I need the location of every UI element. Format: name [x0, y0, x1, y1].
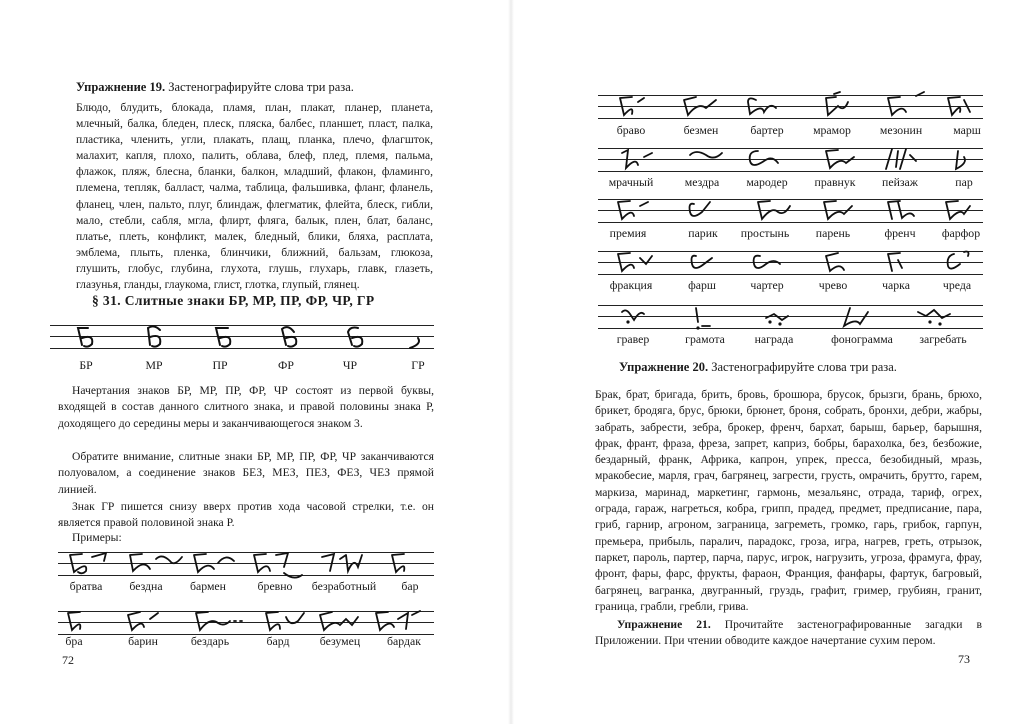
- word: мрамор: [813, 123, 851, 137]
- paragraph-1: Начертания знаков БР, МР, ПР, ФР, ЧР состоят из первой буквы, входящей в состав данного слитного знака, и правой половины знака Р, доходящего до середины меры и заканчивающегося знаком 3.: [58, 384, 434, 430]
- exercise-20-instruction: Застенографируйте слова три раза.: [711, 360, 897, 374]
- word: фарш: [688, 278, 716, 292]
- word: пейзаж: [882, 175, 918, 189]
- word: чарка: [882, 278, 910, 292]
- page-number-right: 73: [958, 652, 970, 666]
- book-gutter: [508, 0, 514, 724]
- word: бартер: [750, 123, 784, 137]
- word: мезонин: [879, 123, 923, 137]
- section-31-heading: § 31. Слитные знаки БР, МР, ПР, ФР, ЧР, ГР: [92, 293, 375, 308]
- example-word: барин: [128, 634, 158, 648]
- example-word: бра: [65, 634, 83, 648]
- sign-label-mr: МР: [145, 358, 163, 372]
- word: чрево: [818, 278, 848, 292]
- word: мрачный: [608, 175, 654, 189]
- word: награда: [754, 332, 794, 346]
- word: марш: [953, 123, 981, 137]
- exercise-19-instruction: Застенографируйте слова три раза.: [168, 80, 354, 94]
- example-word: бармен: [190, 579, 226, 593]
- word: парень: [815, 226, 851, 240]
- word: фонограмма: [831, 332, 893, 346]
- shorthand-row-1: [598, 88, 983, 124]
- word: премия: [609, 226, 647, 240]
- word: правнук: [814, 175, 856, 189]
- sign-gr: [410, 338, 419, 348]
- example-word: братва: [69, 579, 103, 593]
- word: мародер: [746, 175, 788, 189]
- shorthand-row-4: [598, 244, 983, 280]
- example-shorthand-row-1: [58, 545, 434, 585]
- example-word: безумец: [319, 634, 361, 648]
- exercise-19-title: [76, 80, 354, 95]
- sign-label-pr: ПР: [212, 358, 228, 372]
- example-word: бар: [401, 579, 419, 593]
- page-number-left: 72: [62, 653, 74, 667]
- example-shorthand-row-2: [58, 603, 434, 639]
- sign-pr: [216, 328, 230, 347]
- compound-signs: [50, 318, 434, 356]
- example-word: бездарь: [190, 634, 230, 648]
- example-word: безработный: [311, 579, 377, 593]
- word: фракция: [609, 278, 653, 292]
- exercise-21-label: Упражнение 21.: [617, 618, 711, 631]
- exercise-21-instruction: Прочитайте застенографированные загадки в Приложении. При чтении обводите каждое начертание сухим пером.: [595, 618, 982, 648]
- exercise-19-label: Упражнение 19.: [76, 80, 166, 94]
- example-word: бардак: [387, 634, 421, 648]
- sign-mr: [148, 326, 160, 346]
- paragraph-3: Знак ГР пишется снизу вверх против хода часовой стрелки, т.е. он является правой половиной знака Р.: [58, 500, 434, 530]
- exercise-21: [595, 617, 982, 650]
- sign-label-gr: ГР: [411, 358, 425, 372]
- left-page: [0, 0, 510, 724]
- word: чартер: [750, 278, 784, 292]
- word: парик: [688, 226, 718, 240]
- right-page: [515, 0, 1023, 724]
- word: гравер: [616, 332, 650, 346]
- exercise-20-words: Брак, брат, бригада, брить, бровь, брошюра, брусок, брызги, брань, брюхо, брикет, бродяга, брус, брюки, брюнет, броня, собрать, бронхи, дебри, жабры, забрать, забрести, зебра, брокер, френч, бархат, барыш, барьер, барышня, фрак, франт, фраза, фреза, запрет, каприз, бобры, барахолка, без, безбожие, бездарный, франк, Африка, капрон, упрек, пресса, безобидный, мразь, мракобесие, марля, грач, багрянец, загрести, грусть, омрачить, брутто, гарем, маркиза, маринад, маркетинг, гармонь, мезальянс, отрада, тариф, огрех, ограда, гараж, нагреться, кобра, грипп, прадед, предмет, предписание, пара, гриб, гарнир, агроном, заграница, загреметь, громко, гарь, грибок, гарпун, премьера, прибыль, паралич, парадокс, гроза, игра, нагрев, греть, отрызок, паркет, пароль, партер, парча, парус, игрок, нагрузить, угроза, фрамуга, фрау, фронт, фары, фарс, фрукты, фараон, Франция, фанфары, фартук, багровый, багрянец, вагранка, двугранный, груздь, графит, гример, грубиян, гранит, граница, грабли, гребли, грива.: [595, 388, 982, 613]
- word: пар: [955, 175, 973, 189]
- word: френч: [884, 226, 916, 240]
- example-word: бард: [266, 634, 290, 648]
- example-word: бездна: [129, 579, 163, 593]
- word: безмен: [683, 123, 719, 137]
- examples-label: Примеры:: [72, 531, 122, 544]
- word: мездра: [684, 175, 720, 189]
- word: чреда: [942, 278, 972, 292]
- word: фарфор: [941, 226, 981, 240]
- paragraph-2: Обратите внимание, слитные знаки БР, МР, ПР, ФР, ЧР заканчиваются полуовалом, а соединение знаков БЕЗ, МЕЗ, ПЕЗ, ФЕЗ, ЧЕЗ прямой линией.: [58, 450, 434, 496]
- exercise-20-title: [619, 360, 897, 375]
- shorthand-row-3: [598, 192, 983, 228]
- exercise-20-label: Упражнение 20.: [619, 360, 709, 374]
- word: загребать: [919, 332, 967, 346]
- shorthand-row-5: [598, 298, 983, 334]
- shorthand-row-2: [598, 141, 983, 177]
- word: грамота: [685, 332, 725, 346]
- sign-chr: [348, 328, 362, 347]
- word: простынь: [740, 226, 790, 240]
- sign-label-fr: ФР: [278, 358, 294, 372]
- word: браво: [616, 123, 646, 137]
- sign-label-chr: ЧР: [342, 358, 358, 372]
- example-word: бревно: [257, 579, 293, 593]
- exercise-19-words: Блюдо, блудить, блокада, пламя, план, плакат, планер, планета, млечный, балка, бледен, плеск, пляска, балбес, планшет, пласт, палка, пластика, членить, угли, плакать, плащ, планка, плечо, флагшток, малахит, капля, плохо, палить, облава, блеф, плед, племя, пальма, флажок, пляж, блесна, бланки, балкон, младший, флакон, фламинго, племена, тепляк, балласт, чалма, таблица, фальшивка, фланг, фланель, фланец, член, пальто, плуг, блиндаж, флегматик, флейта, блеск, гибли, мало, стебли, сабля, мгла, флирт, фляга, балык, плен, блат, баланс, платье, плеть, конфликт, малек, бледный, блики, бляха, расплата, эмблема, плыть, пленка, блинчики, ближний, бальзам, глюкоза, глушить, глобус, глубина, глухота, глушь, глухарь, главк, глазеть, глазунья, гланды, глаукома, глист, глотка, глупый, глянец.: [76, 101, 433, 292]
- sign-br: [78, 328, 92, 347]
- sign-label-br: БР: [79, 358, 93, 372]
- sign-fr: [282, 327, 296, 347]
